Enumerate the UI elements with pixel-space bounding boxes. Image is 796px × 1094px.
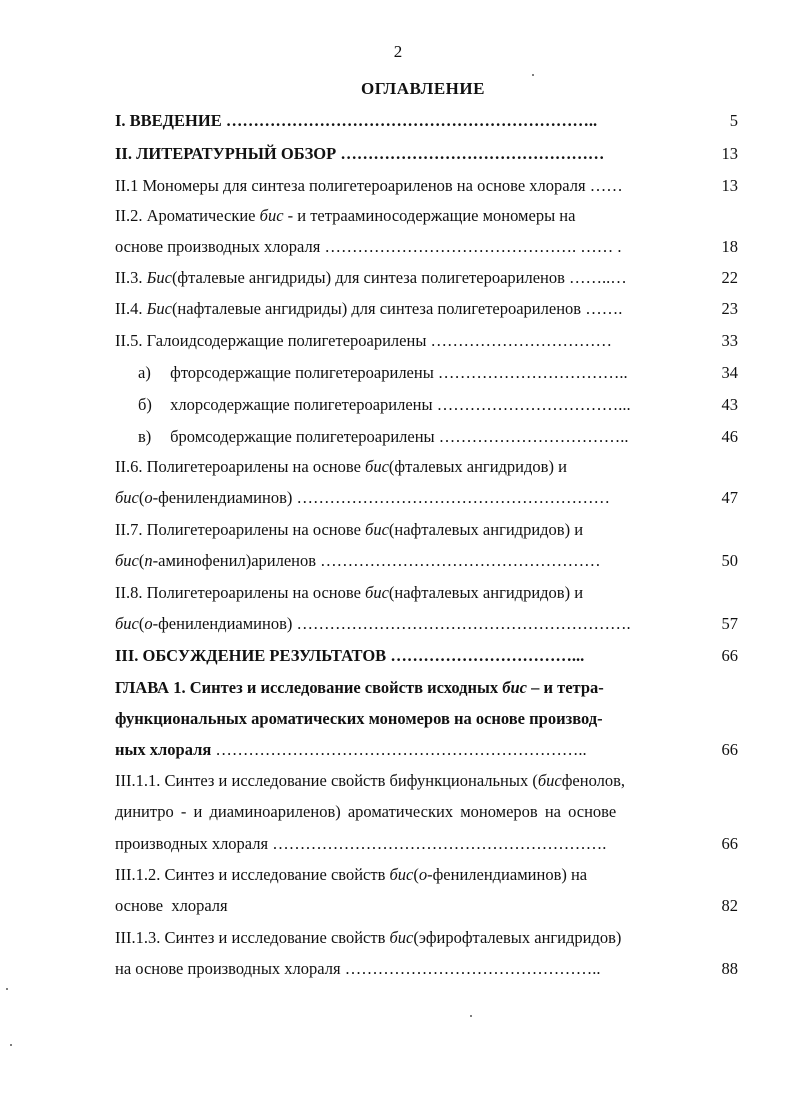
- toc-entry-3-1-1-line1[interactable]: [115, 771, 685, 791]
- toc-page-number: 5: [729, 111, 738, 130]
- toc-entry-text: II.5. Галоидсодержащие полигетероарилены: [115, 331, 427, 350]
- toc-entry-text: (: [138, 614, 145, 633]
- toc-page-number: 66: [721, 834, 738, 853]
- toc-entry-text: основе хлораля: [115, 896, 228, 915]
- toc-entry-text: функциональных ароматических мономеров на основе производ-: [115, 709, 603, 728]
- toc-entry-chapter-1-line1[interactable]: [115, 678, 685, 698]
- toc-entry-text: фторсодержащие полигетероарилены: [170, 363, 434, 382]
- toc-entry-text: на основе производных хлораля: [115, 959, 341, 978]
- toc-entry-text: -фенилендиаминов): [152, 614, 293, 633]
- toc-entry-2-8-line1[interactable]: [115, 583, 685, 603]
- toc-entry-chapter-1-line2[interactable]: [115, 709, 685, 729]
- toc-entry-text: (: [138, 488, 145, 507]
- toc-entry-text: (нафталевых ангидридов) и: [388, 520, 584, 539]
- toc-entry-2-5[interactable]: II.5. Галоидсодержащие полигетероарилены ……………………………: [115, 331, 613, 350]
- toc-entry-italic: бис: [502, 678, 527, 697]
- toc-entry-text: – и тетра-: [527, 678, 604, 697]
- toc-entry-text: ГЛАВА 1. Синтез и исследование свойств исходных: [115, 678, 503, 697]
- toc-entry-text: ных хлораля: [115, 740, 212, 759]
- toc-entry-text: II.6. Полигетероарилены на основе: [115, 457, 366, 476]
- toc-page-number: 82: [721, 896, 738, 915]
- toc-page-number: 88: [721, 959, 738, 978]
- toc-entry-text: производных хлораля: [115, 834, 269, 853]
- toc-entry-2-5-a[interactable]: а) фторсодержащие полигетероарилены ……………………………..: [138, 363, 628, 382]
- toc-entry-italic: Бис: [146, 268, 172, 287]
- toc-entry-text: II.8. Полигетероарилены на основе: [115, 583, 366, 602]
- toc-entry-2-8-line2[interactable]: бис(о-фенилендиаминов) …………………………………………………….: [115, 614, 631, 633]
- toc-entry-2-5-c[interactable]: в) бромсодержащие полигетероарилены ……………………………..: [138, 427, 629, 446]
- toc-entry-3-1-1-line2[interactable]: [115, 802, 685, 822]
- toc-entry-italic: бис: [365, 583, 389, 602]
- toc-entry-2-3[interactable]: II.3. Бис(фталевые ангидриды) для синтеза полигетероариленов ……..…: [115, 268, 627, 287]
- toc-entry-2-7-line2[interactable]: бис(п-аминофенил)ариленов ……………………………………………: [115, 551, 601, 570]
- toc-entry-3-1-2-line2[interactable]: [115, 896, 685, 916]
- toc-entry-marker: б): [138, 395, 152, 414]
- toc-entry-italic: о: [144, 488, 153, 507]
- toc-entry-text: - и тетрааминосодержащие мономеры на: [283, 206, 576, 225]
- toc-entry-text: II. ЛИТЕРАТУРНЫЙ ОБЗОР: [115, 144, 337, 163]
- toc-entry-2-2-line2[interactable]: основе производных хлораля ………………………………………. …… .: [115, 237, 622, 256]
- toc-entry-text: -фенилендиаминов): [152, 488, 293, 507]
- toc-page-number: 13: [721, 176, 738, 195]
- toc-entry-text: (фталевых ангидридов) и: [388, 457, 567, 476]
- scan-speck: [532, 74, 534, 76]
- toc-entry-text: основе производных хлораля: [115, 237, 321, 256]
- toc-entry-text: (нафталевые ангидриды) для синтеза полигетероариленов: [171, 299, 582, 318]
- toc-entry-2-2-line1[interactable]: [115, 206, 685, 226]
- toc-entry-introduction[interactable]: I. ВВЕДЕНИЕ …………………………………………………………..: [115, 111, 598, 130]
- toc-entry-text: фенолов,: [561, 771, 625, 790]
- toc-entry-text: II.4.: [115, 299, 147, 318]
- toc-entry-text: III.1.1. Синтез и исследование свойств бифункциональных (: [115, 771, 538, 790]
- toc-page-number: 13: [721, 144, 738, 163]
- toc-entry-3-1-3-line2[interactable]: на основе производных хлораля ………………………………………..: [115, 959, 601, 978]
- toc-entry-text: -фенилендиаминов) на: [427, 865, 588, 884]
- toc-entry-2-5-b[interactable]: б) хлорсодержащие полигетероарилены ……………………………...: [138, 395, 631, 414]
- toc-entry-text: (эфирофталевых ангидридов): [413, 928, 622, 947]
- toc-entry-text: III.1.2. Синтез и исследование свойств: [115, 865, 390, 884]
- toc-entry-text: хлорсодержащие полигетероарилены: [170, 395, 433, 414]
- scan-speck: [470, 1015, 472, 1017]
- toc-entry-text: динитро - и диаминоариленов) ароматических мономеров на основе: [115, 802, 617, 821]
- toc-entry-literature-review[interactable]: II. ЛИТЕРАТУРНЫЙ ОБЗОР …………………………………………: [115, 144, 605, 163]
- toc-entry-italic: о: [418, 865, 428, 884]
- toc-entry-italic: о: [144, 614, 153, 633]
- toc-entry-2-1[interactable]: II.1 Мономеры для синтеза полигетероариленов на основе хлораля ……: [115, 176, 623, 195]
- toc-entry-text: (: [413, 865, 419, 884]
- toc-entry-italic: бис: [537, 771, 562, 790]
- toc-entry-text: I. ВВЕДЕНИЕ: [115, 111, 222, 130]
- toc-entry-chapter-1-line3[interactable]: ных хлораля …………………………………………………………..: [115, 740, 587, 759]
- toc-entry-3-1-1-line3[interactable]: производных хлораля …………………………………………………….: [115, 834, 607, 853]
- toc-page-number: 66: [721, 646, 738, 665]
- toc-entry-italic: бис: [115, 614, 139, 633]
- toc-entry-text: (: [138, 551, 145, 570]
- toc-entry-text: III.1.3. Синтез и исследование свойств: [115, 928, 390, 947]
- toc-page-number: 22: [721, 268, 738, 287]
- toc-entry-text: II.1 Мономеры для синтеза полигетероариленов на основе хлораля: [115, 176, 586, 195]
- toc-entry-text: (нафталевых ангидридов) и: [388, 583, 584, 602]
- toc-page-number: 66: [721, 740, 738, 759]
- scan-speck: [6, 988, 8, 990]
- toc-entry-text: II.2. Ароматические: [115, 206, 260, 225]
- toc-page-number: 33: [721, 331, 738, 350]
- toc-title: ОГЛАВЛЕНИЕ: [361, 79, 485, 98]
- toc-page-number: 34: [721, 363, 738, 382]
- toc-page-number: 46: [721, 427, 738, 446]
- toc-entry-italic: п: [144, 551, 153, 570]
- toc-entry-text: (фталевые ангидриды) для синтеза полигетероариленов: [171, 268, 565, 287]
- toc-entry-discussion[interactable]: III. ОБСУЖДЕНИЕ РЕЗУЛЬТАТОВ ……………………………...: [115, 646, 585, 665]
- toc-entry-2-6-line2[interactable]: бис(о-фенилендиаминов) …………………………………………………: [115, 488, 610, 507]
- toc-entry-marker: в): [138, 427, 152, 446]
- toc-entry-2-6-line1[interactable]: [115, 457, 685, 477]
- toc-entry-italic: бис: [115, 551, 139, 570]
- toc-entry-text: II.7. Полигетероарилены на основе: [115, 520, 366, 539]
- toc-entry-italic: бис: [115, 488, 139, 507]
- toc-entry-italic: бис: [365, 457, 389, 476]
- toc-entry-marker: а): [138, 363, 151, 382]
- toc-entry-italic: бис: [389, 865, 414, 884]
- toc-entry-italic: бис: [365, 520, 389, 539]
- toc-page-number: 50: [721, 551, 738, 570]
- page-number: 2: [393, 42, 403, 61]
- toc-entry-text: II.3.: [115, 268, 147, 287]
- toc-entry-italic: Бис: [146, 299, 172, 318]
- toc-entry-text: бромсодержащие полигетероарилены: [170, 427, 435, 446]
- toc-entry-2-7-line1[interactable]: [115, 520, 685, 540]
- toc-page-number: 23: [721, 299, 738, 318]
- toc-entry-text: -аминофенил)ариленов: [152, 551, 317, 570]
- toc-entry-italic: бис: [389, 928, 414, 947]
- toc-entry-italic: бис: [259, 206, 284, 225]
- toc-page-number: 47: [721, 488, 738, 507]
- toc-entry-3-1-3-line1[interactable]: [115, 928, 685, 948]
- toc-entry-2-4[interactable]: II.4. Бис(нафталевые ангидриды) для синтеза полигетероариленов …….: [115, 299, 623, 318]
- toc-entry-3-1-2-line1[interactable]: [115, 865, 685, 885]
- scan-speck: [10, 1044, 12, 1046]
- toc-entry-text: III. ОБСУЖДЕНИЕ РЕЗУЛЬТАТОВ: [115, 646, 387, 665]
- toc-page-number: 43: [721, 395, 738, 414]
- toc-page-number: 18: [721, 237, 738, 256]
- toc-page-number: 57: [721, 614, 738, 633]
